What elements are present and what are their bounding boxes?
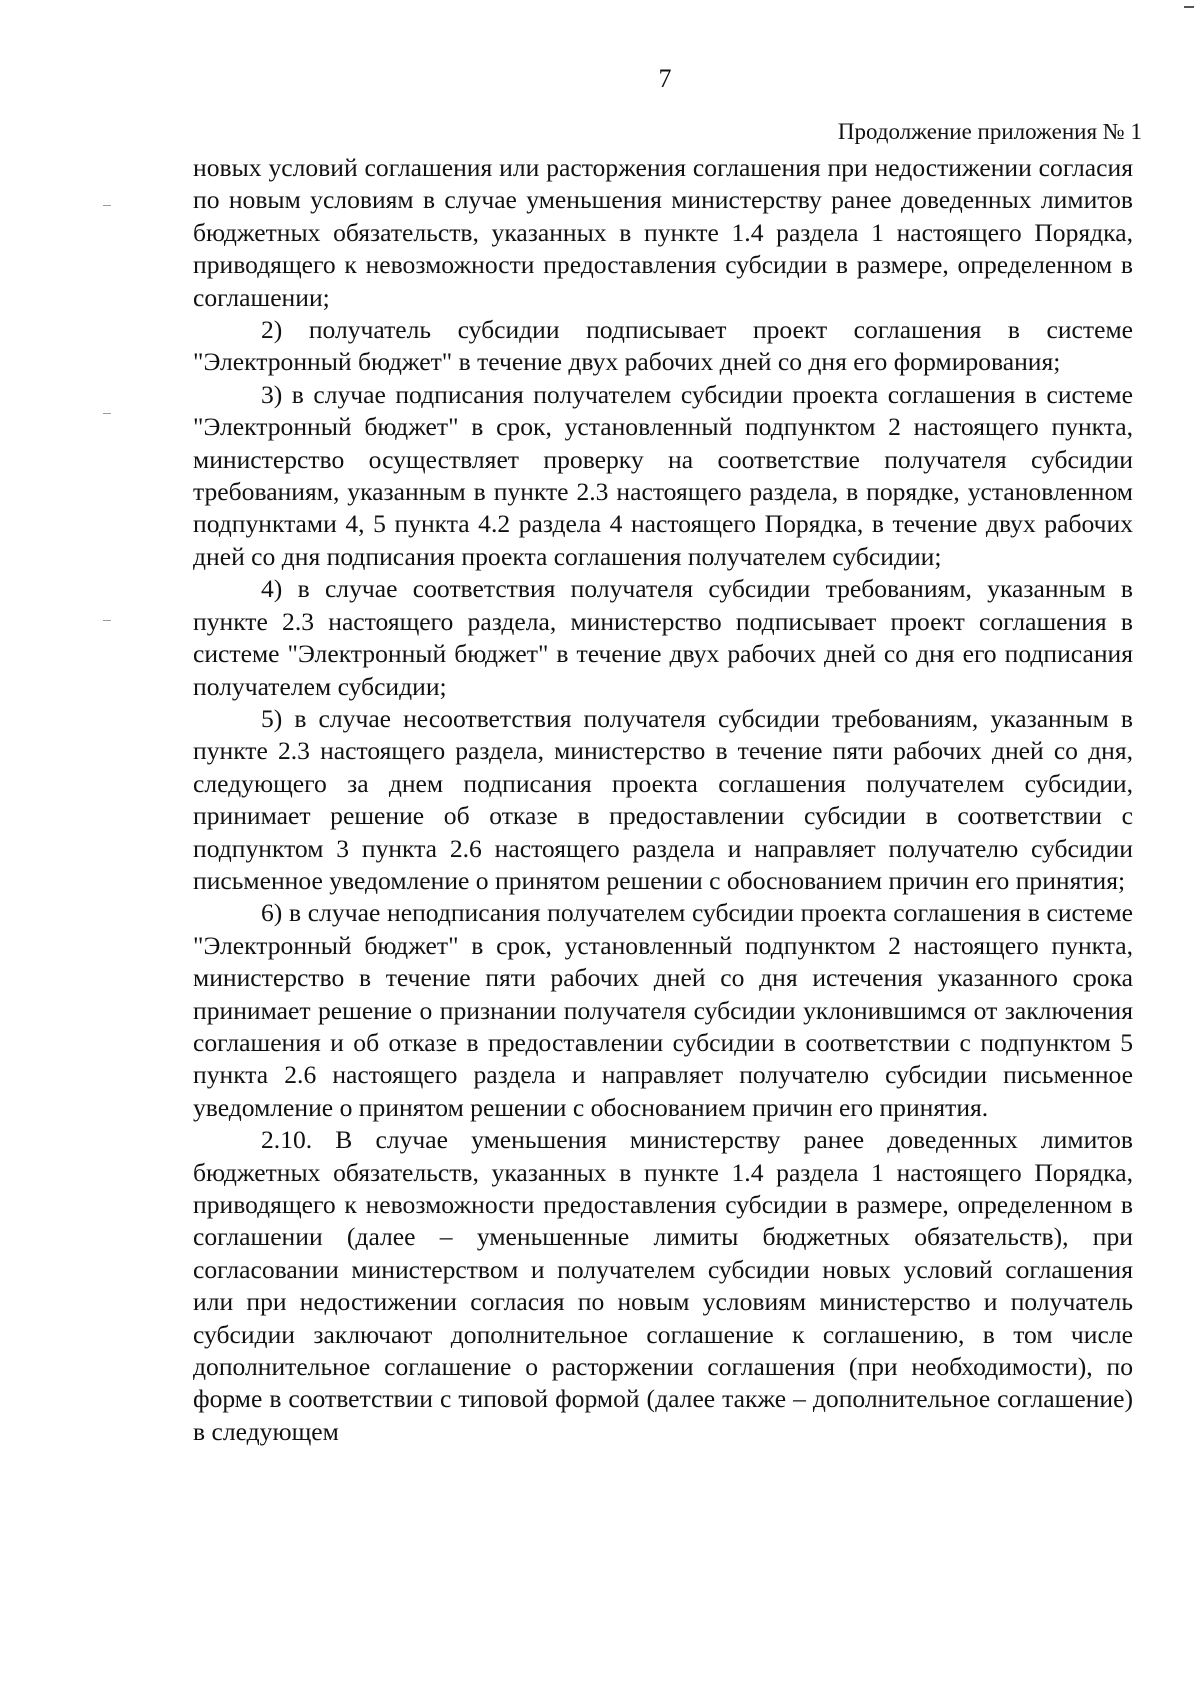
scan-margin-mark [103,205,111,206]
paragraph-item-5: 5) в случае несоответствия получателя субсидии требованиям, указанным в пункте 2.3 настоящего раздела, министерство в течение пяти рабочих дней со дня, следующего за днем подписания проекта соглашения получателем субсидии, принимает решение об отказе в предоставлении субсидии в соответствии с подпунктом 3 пункта 2.6 настоящего раздела и направляет получателю субсидии письменное уведомление о принятом решении с обоснованием причин его принятия; [193,703,1133,895]
scan-margin-mark [103,620,111,621]
paragraph-item-2: 2) получатель субсидии подписывает проект соглашения в системе "Электронный бюджет" в течение двух рабочих дней со дня его формирования; [193,315,1133,377]
page-number: 7 [658,64,672,93]
paragraph-item-6: 6) в случае неподписания получателем субсидии проекта соглашения в системе "Электронный бюджет" в срок, установленный подпунктом 2 настоящего пункта, министерство в течение пяти рабочих дней со дня истечения указанного срока принимает решение о признании получателя субсидии уклонившимся от заключения соглашения и об отказе в предоставлении субсидии в соответствии с подпунктом 5 пункта 2.6 настоящего раздела и направляет получателю субсидии письменное уведомление о принятом решении с обоснованием причин его принятия. [193,898,1133,1122]
document-body [193,152,1133,1448]
paragraph-section-2-10: 2.10. В случае уменьшения министерству ранее доведенных лимитов бюджетных обязательств, указанных в пункте 1.4 раздела 1 настоящего Порядка, приводящего к невозможности предоставления субсидии в размере, определенном в соглашении (далее – уменьшенные лимиты бюджетных обязательств), при согласовании министерством и получателем субсидии новых условий соглашения или при недостижении согласия по новым условиям министерство и получатель субсидии заключают дополнительное соглашение к соглашению, в том числе дополнительное соглашение о расторжении соглашения (при необходимости), по форме в соответствии с типовой формой (далее также – дополнительное соглашение) в следующем [193,1125,1133,1446]
paragraph-item-3: 3) в случае подписания получателем субсидии проекта соглашения в системе "Электронный бюджет" в срок, установленный подпунктом 2 настоящего пункта, министерство осуществляет проверку на соответствие получателя субсидии требованиям, указанным в пункте 2.3 настоящего раздела, в порядке, установленном подпунктами 4, 5 пункта 4.2 раздела 4 настоящего Порядка, в течение двух рабочих дней со дня подписания проекта соглашения получателем субсидии; [193,379,1133,571]
scan-margin-mark [103,413,111,414]
scan-corner-mark [1184,6,1194,8]
paragraph-continuation: новых условий соглашения или расторжения соглашения при недостижении согласия по новым условиям в случае уменьшения министерству ранее доведенных лимитов бюджетных обязательств, указанных в пункте 1.4 раздела 1 настоящего Порядка, приводящего к невозможности предоставления субсидии в размере, определенном в соглашении; [193,153,1133,312]
appendix-continuation-note: Продолжение приложения № 1 [837,119,1142,144]
paragraph-item-4: 4) в случае соответствия получателя субсидии требованиям, указанным в пункте 2.3 настоящего раздела, министерство подписывает проект соглашения в системе "Электронный бюджет" в течение двух рабочих дней со дня его подписания получателем субсидии; [193,574,1133,701]
